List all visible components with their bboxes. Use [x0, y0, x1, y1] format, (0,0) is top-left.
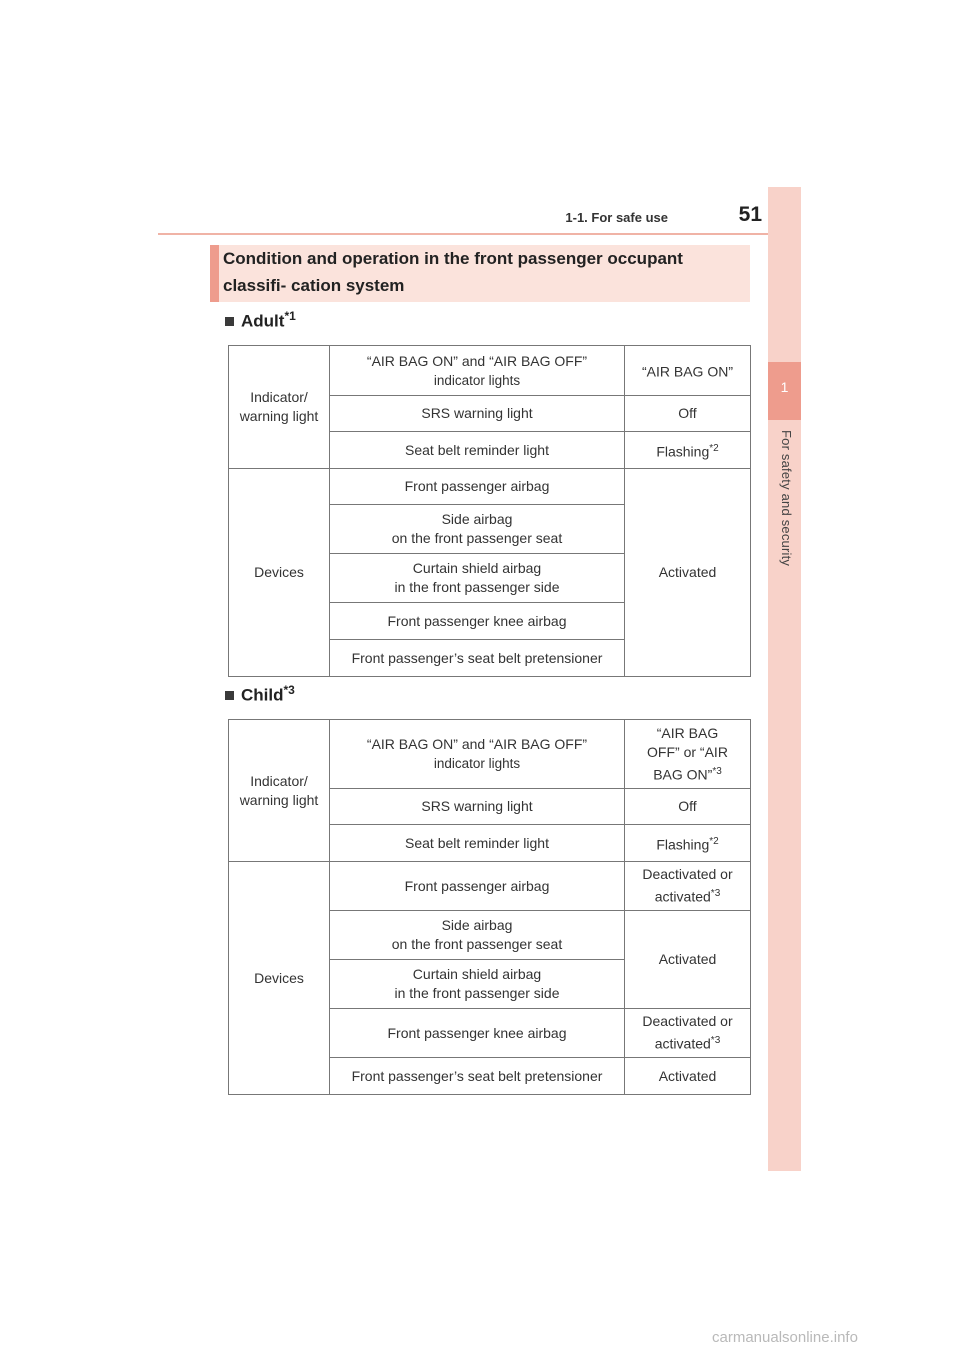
chapter-number: 1 [780, 379, 789, 395]
device-cell: Front passenger airbag [330, 469, 625, 505]
square-bullet-icon [225, 691, 234, 700]
adult-heading [225, 309, 296, 332]
device-cell: Front passenger’s seat belt pretensioner [330, 640, 625, 677]
state-cell: “AIR BAG ON” [625, 346, 751, 396]
item-cell: Seat belt reminder light [330, 825, 625, 862]
running-header: 1-1. For safe use [565, 210, 668, 225]
table-row [229, 862, 751, 911]
device-cell: Front passenger knee airbag [330, 1009, 625, 1058]
chapter-tab[interactable] [768, 362, 801, 420]
devices-label-cell: Devices [229, 469, 330, 677]
item-cell: SRS warning light [330, 396, 625, 432]
child-heading-text: Child [241, 685, 284, 705]
device-cell: Curtain shield airbag in the front passenger side [330, 554, 625, 603]
adult-heading-marker: *1 [284, 309, 296, 323]
table-row [229, 469, 751, 505]
state-cell: Flashing$^{*2}$ [625, 825, 751, 862]
indicator-label-cell: Indicator/ warning light [229, 720, 330, 862]
item-cell: SRS warning light [330, 789, 625, 825]
state-cell: Activated [625, 1058, 751, 1095]
device-cell: Side airbag on the front passenger seat [330, 505, 625, 554]
device-cell: Front passenger knee airbag [330, 603, 625, 640]
device-cell: Curtain shield airbag in the front passenger side [330, 960, 625, 1009]
adult-table [228, 345, 751, 677]
device-cell: Side airbag on the front passenger seat [330, 911, 625, 960]
indicator-label-cell: Indicator/ warning light [229, 346, 330, 469]
child-heading-marker: *3 [283, 683, 295, 697]
item-cell: “AIR BAG ON” and “AIR BAG OFF” indicator lights [330, 346, 625, 396]
section-title: Condition and operation in the front passenger occupant classifi- cation system [223, 249, 683, 295]
state-cell: Activated [625, 911, 751, 1009]
page-number: 51 [738, 203, 762, 226]
table-row [229, 346, 751, 396]
child-heading [225, 683, 295, 706]
child-table [228, 719, 751, 1095]
state-cell: Off [625, 396, 751, 432]
state-cell: Flashing$^{*2}$ [625, 432, 751, 469]
header-rule [158, 233, 800, 235]
square-bullet-icon [225, 317, 234, 326]
watermark: carmanualsonline.info [712, 1329, 858, 1346]
devices-label-cell: Devices [229, 862, 330, 1095]
state-cell: Deactivated or activated$^{*3}$ [625, 862, 751, 911]
item-cell: Seat belt reminder light [330, 432, 625, 469]
side-band [768, 187, 801, 1171]
state-cell: Off [625, 789, 751, 825]
device-cell: Front passenger’s seat belt pretensioner [330, 1058, 625, 1095]
item-cell: “AIR BAG ON” and “AIR BAG OFF” indicator lights [330, 720, 625, 789]
adult-heading-text: Adult [241, 311, 285, 331]
devices-state-cell: Activated [625, 469, 751, 677]
table-row [229, 720, 751, 789]
device-cell: Front passenger airbag [330, 862, 625, 911]
state-cell: Deactivated or activated$^{*3}$ [625, 1009, 751, 1058]
state-cell: “AIR BAG OFF” or “AIR BAG ON”$^{*3}$ [625, 720, 751, 789]
chapter-label: For safety and security [779, 430, 794, 567]
section-title-box [210, 245, 750, 302]
